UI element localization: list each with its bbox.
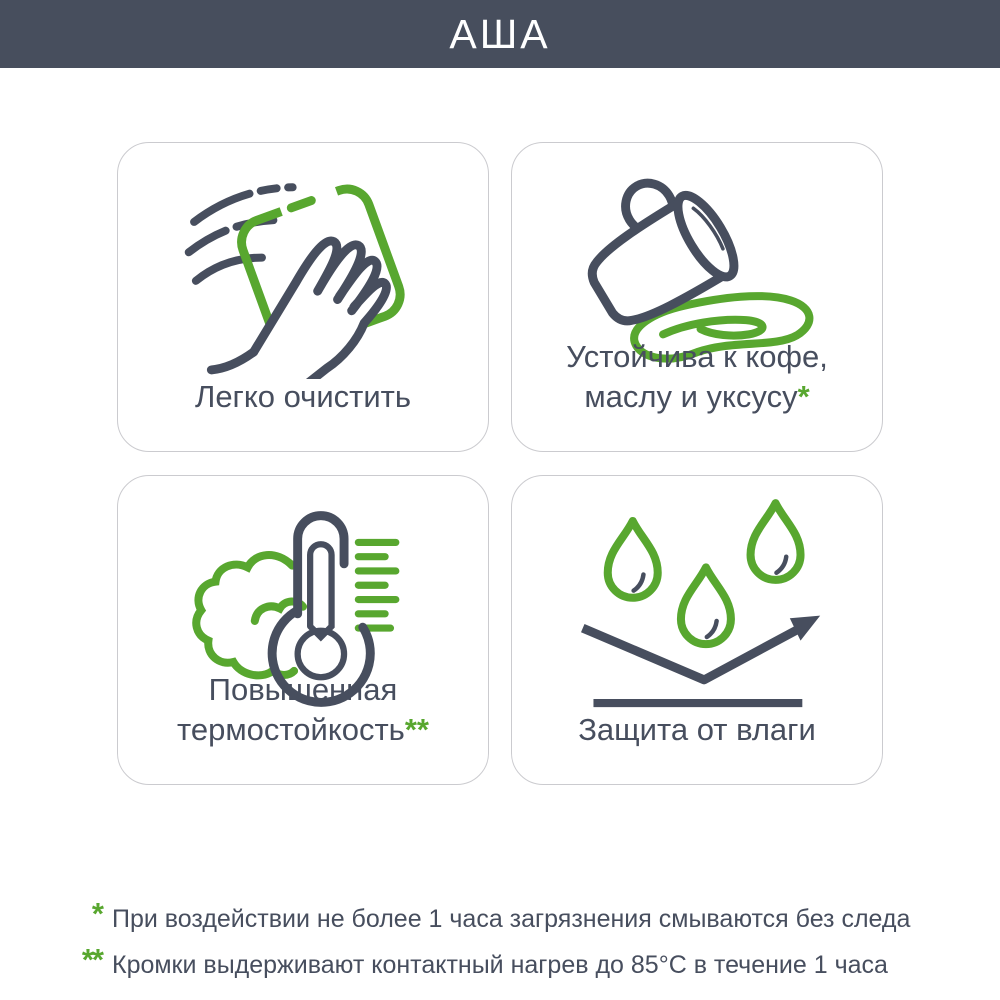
brand-header xyxy=(0,0,1000,68)
card-caption xyxy=(118,670,488,750)
footnote-marker: ** xyxy=(81,942,102,977)
caption-line: Легко очистить xyxy=(194,379,412,414)
feature-card-stain-resistant xyxy=(511,142,883,452)
footnote-text: Кромки выдерживают контактный нагрев до 85°С в течение 1 часа xyxy=(112,951,888,979)
feature-card-heat-resistant xyxy=(117,475,489,785)
caption-line: маслу и уксусу xyxy=(584,379,798,414)
scale-ticks xyxy=(358,542,395,628)
feature-card-moisture-protection xyxy=(511,475,883,785)
caption-line: термостойкость xyxy=(177,712,405,747)
water-drops xyxy=(608,503,801,644)
brand-title: АША xyxy=(449,10,551,57)
caption-line: Устойчива к кофе, xyxy=(566,339,828,374)
water-drops-bounce-icon xyxy=(563,496,831,712)
card-caption xyxy=(118,377,488,417)
icon-area xyxy=(512,494,882,714)
footnote-row xyxy=(60,896,910,942)
feature-grid xyxy=(117,142,883,785)
card-caption xyxy=(512,710,882,750)
wipe-hand-icon xyxy=(169,163,437,379)
caption-line: Защита от влаги xyxy=(578,712,816,747)
feature-card-easy-clean xyxy=(117,142,489,452)
caption-asterisk: ** xyxy=(404,712,429,747)
footnote-row xyxy=(60,942,910,988)
caption-line: Повышенная xyxy=(208,672,398,707)
mug-shape xyxy=(563,163,744,338)
hand-shape xyxy=(206,213,399,379)
footnote-text: При воздействии не более 1 часа загрязнения смываются без следа xyxy=(112,905,911,933)
card-caption xyxy=(512,337,882,417)
icon-area xyxy=(118,161,488,381)
footnotes xyxy=(60,896,910,988)
footnote-marker: * xyxy=(91,896,102,931)
caption-asterisk: * xyxy=(797,379,810,414)
